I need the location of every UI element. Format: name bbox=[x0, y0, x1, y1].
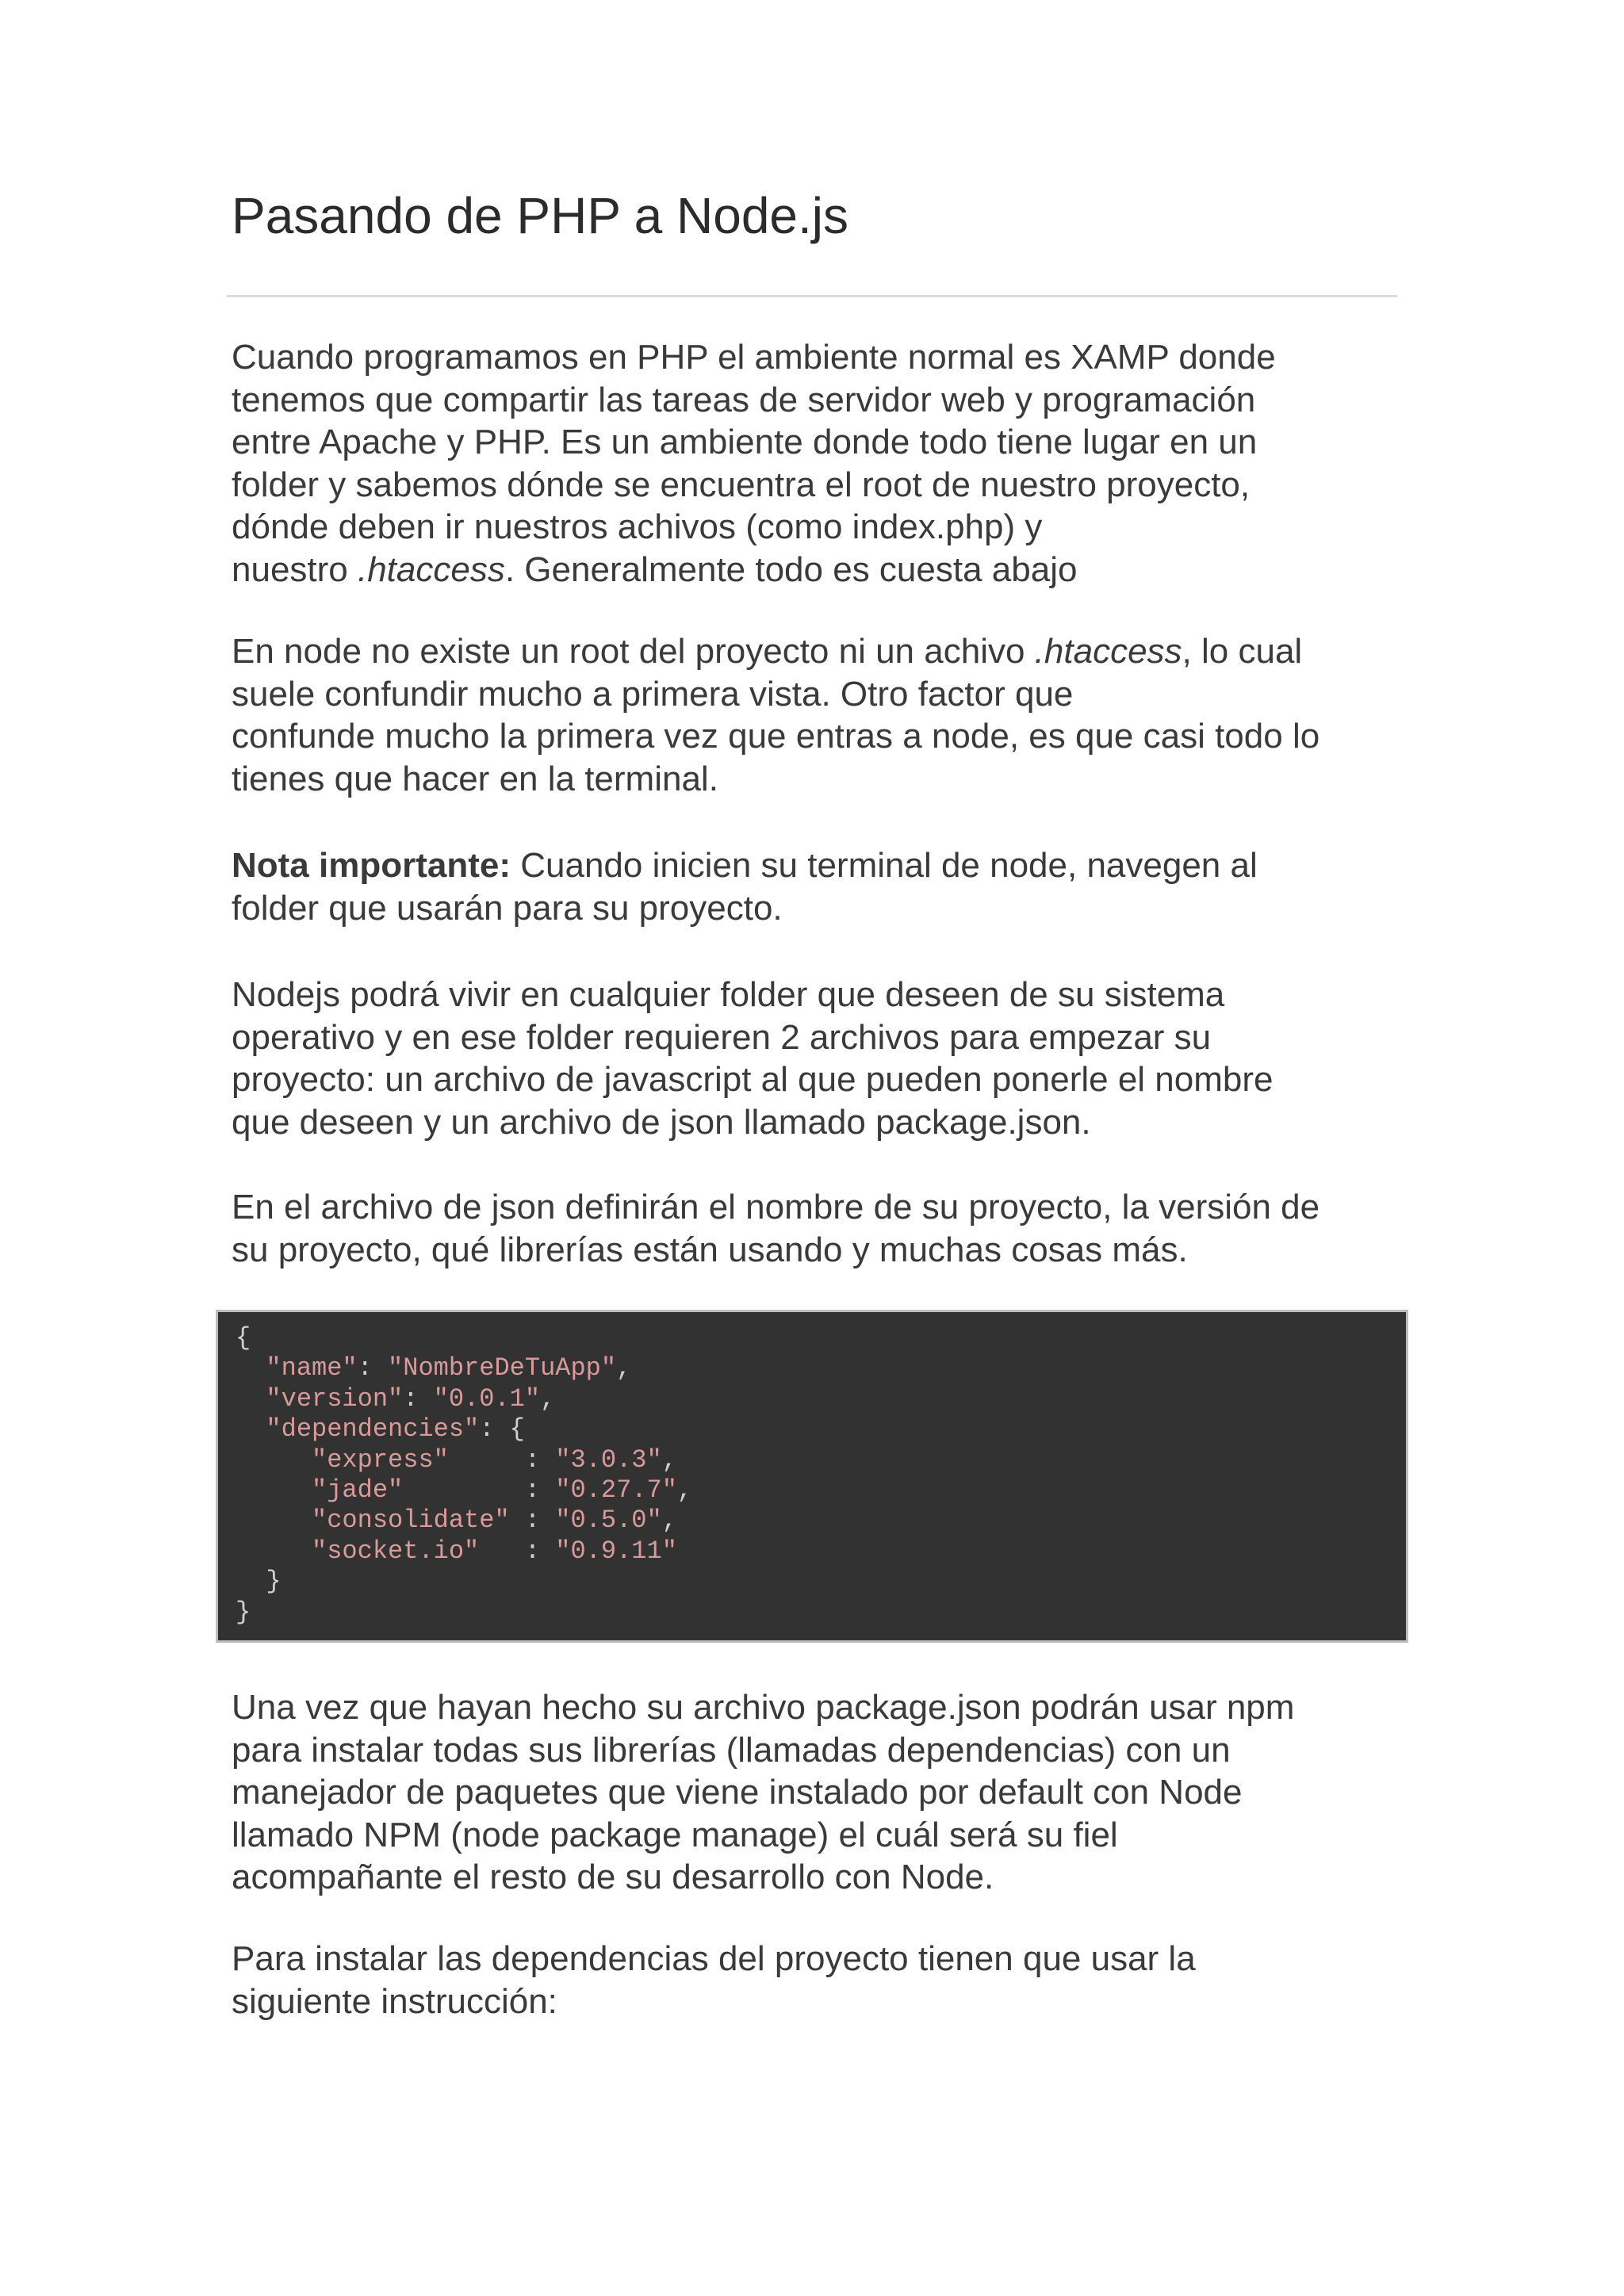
json-key: "consolidate" bbox=[312, 1506, 510, 1536]
text-line: folder que usarán para su proyecto. bbox=[232, 888, 783, 928]
json-value: "NombreDeTuApp" bbox=[388, 1353, 617, 1383]
code-line: "name": "NombreDeTuApp", bbox=[266, 1353, 632, 1383]
code-line: "version": "0.0.1", bbox=[266, 1383, 556, 1414]
json-value: "0.5.0" bbox=[555, 1506, 662, 1536]
code-line: } bbox=[236, 1597, 251, 1627]
text-segment: En node no existe un root del proyecto ni un achivo bbox=[232, 632, 1035, 671]
text-line: Una vez que hayan hecho su archivo package.json podrán usar npm bbox=[232, 1688, 1295, 1727]
code-line: "dependencies": { bbox=[266, 1414, 525, 1445]
code-line: { bbox=[236, 1323, 251, 1353]
json-key: "name" bbox=[266, 1353, 358, 1383]
text-line: proyecto: un archivo de javascript al que pueden ponerle el nombre bbox=[232, 1060, 1274, 1099]
code-line: "consolidate" : "0.5.0", bbox=[312, 1506, 677, 1536]
text-segment: . Generalmente todo es cuesta abajo bbox=[504, 549, 1078, 589]
text-line: manejador de paquetes que viene instalado por default con Node bbox=[232, 1773, 1243, 1812]
paragraph-xamp bbox=[232, 336, 1405, 591]
text-line: siguiente instrucción: bbox=[232, 1981, 557, 2021]
italic-filename: .htaccess bbox=[1034, 632, 1182, 671]
text-line bbox=[232, 630, 1405, 673]
text-segment: nuestro bbox=[232, 549, 358, 589]
text-line: suele confundir mucho a primera vista. Otro factor que bbox=[232, 674, 1074, 714]
text-line: confunde mucho la primera vez que entras a node, es que casi todo lo bbox=[232, 717, 1320, 756]
text-line: Nodejs podrá vivir en cualquier folder que deseen de su sistema bbox=[232, 975, 1225, 1014]
paragraph-json-file bbox=[232, 1186, 1405, 1271]
text-line: En el archivo de json definirán el nombre de su proyecto, la versión de bbox=[232, 1188, 1320, 1226]
json-key: "version" bbox=[266, 1383, 404, 1414]
text-line: su proyecto, qué librerías están usando y muchas cosas más. bbox=[232, 1230, 1188, 1269]
text-line: para instalar todas sus librerías (llamadas dependencias) con un bbox=[232, 1730, 1231, 1770]
note-label: Nota importante: bbox=[232, 846, 511, 885]
text-line: Cuando programamos en PHP el ambiente normal es XAMP donde bbox=[232, 338, 1276, 377]
text-line: entre Apache y PHP. Es un ambiente donde todo tiene lugar en un bbox=[232, 423, 1258, 461]
code-line: } bbox=[266, 1567, 282, 1597]
code-line: "express" : "3.0.3", bbox=[312, 1445, 677, 1475]
text-line: acompañante el resto de su desarrollo con Node. bbox=[232, 1858, 994, 1896]
page-title: Pasando de PHP a Node.js bbox=[232, 187, 848, 244]
json-key: "jade" bbox=[312, 1475, 404, 1505]
json-value: "0.27.7" bbox=[555, 1475, 677, 1505]
package-json-code-block bbox=[216, 1310, 1408, 1643]
text-line bbox=[232, 549, 1405, 591]
text-line: folder y sabemos dónde se encuentra el root de nuestro proyecto, bbox=[232, 465, 1251, 504]
title-divider bbox=[227, 295, 1397, 297]
code-line: "socket.io" : "0.9.11" bbox=[312, 1536, 677, 1566]
paragraph-nodejs-folder bbox=[232, 974, 1405, 1143]
paragraph-node-root bbox=[232, 630, 1405, 800]
json-key: "socket.io" bbox=[312, 1536, 480, 1566]
text-line: tenemos que compartir las tareas de servidor web y programación bbox=[232, 380, 1256, 419]
paragraph-install-instruction bbox=[232, 1938, 1405, 2022]
text-line: que deseen y un archivo de json llamado package.json. bbox=[232, 1102, 1091, 1142]
json-value: "3.0.3" bbox=[555, 1445, 662, 1475]
text-line: Para instalar las dependencias del proyecto tienen que usar la bbox=[232, 1939, 1196, 1978]
text-segment: , lo cual bbox=[1182, 632, 1303, 671]
paragraph-npm bbox=[232, 1686, 1405, 1899]
text-line: dónde deben ir nuestros achivos (como index.php) y bbox=[232, 507, 1043, 546]
json-value: "0.9.11" bbox=[555, 1536, 677, 1566]
json-key: "express" bbox=[312, 1445, 449, 1475]
json-value: "0.0.1" bbox=[433, 1383, 541, 1414]
paragraph-important-note bbox=[232, 844, 1405, 929]
code-line: "jade" : "0.27.7", bbox=[312, 1475, 693, 1505]
text-line: operativo y en ese folder requieren 2 archivos para empezar su bbox=[232, 1017, 1212, 1057]
text-segment: Cuando inicien su terminal de node, navegen al bbox=[511, 846, 1258, 885]
italic-filename: .htaccess bbox=[357, 549, 505, 589]
text-line: llamado NPM (node package manage) el cuál será su fiel bbox=[232, 1815, 1118, 1854]
text-line: tienes que hacer en la terminal. bbox=[232, 759, 718, 798]
json-key: "dependencies" bbox=[266, 1414, 480, 1445]
text-line bbox=[232, 844, 1405, 887]
